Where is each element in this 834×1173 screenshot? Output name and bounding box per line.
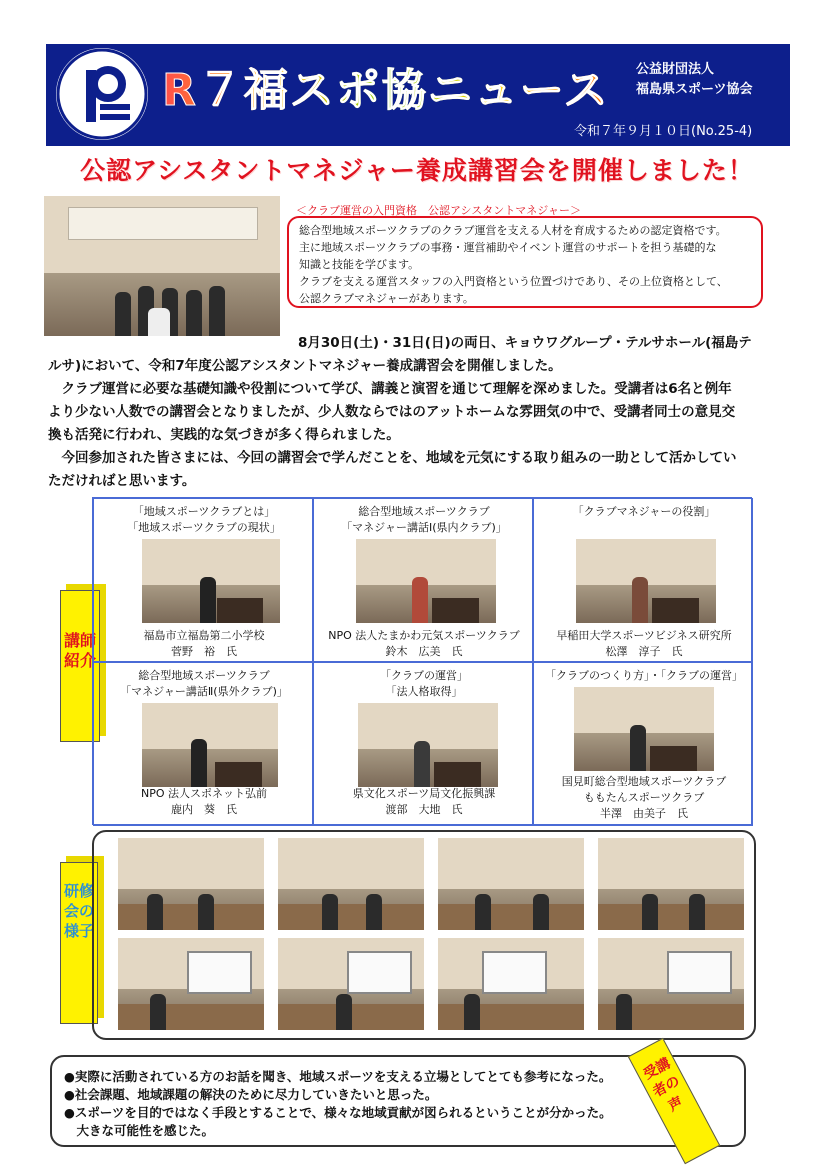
lecturer-name: 鈴木 広美 氏 [385, 645, 463, 658]
lecturer-cell [93, 662, 313, 826]
org-line-2: 福島県スポーツ協会 [636, 82, 753, 97]
lecturer-topic: 「マネジャー講話Ⅱ(県外クラブ)」 [120, 685, 288, 698]
lecturer-topic: 「法人格取得」 [385, 685, 463, 698]
lecturer-table [92, 497, 752, 825]
body-line: より少ない人数での講習会となりましたが、少人数ならではのアットホームな雰囲気の中で、受講者同士の意見交 [48, 404, 736, 420]
org-line-1: 公益財団法人 [636, 62, 715, 77]
lecturer-topic: 「マネジャー講話Ⅰ(県内クラブ)」 [341, 521, 507, 534]
lecturer-topic: 「クラブの運営」 [380, 669, 468, 682]
lecturer-org: 福島市立福島第二小学校 [143, 629, 265, 642]
qualification-line: 知識と技能を学びます。 [299, 258, 420, 271]
lecturer-photo [356, 539, 496, 623]
lecturer-cell [313, 662, 533, 826]
lecturers-label: 講師紹介 [63, 631, 96, 670]
lecturer-photo [358, 703, 498, 787]
association-logo-icon [56, 48, 148, 140]
lecturer-name: 渡部 大地 氏 [385, 803, 463, 816]
lecturer-photo [142, 703, 278, 787]
issue-date: 令和７年９月１０日(No.25-4) [574, 124, 753, 139]
voice-item: ●スポーツを目的ではなく手段とすることで、様々な地域貢献が図られるということが分かった。 [64, 1105, 612, 1120]
lecturer-org: NPO 法人スポネット弘前 [140, 787, 268, 800]
lecturer-name: 松澤 淳子 氏 [605, 645, 683, 658]
lecturer-topic: 「クラブマネジャーの役割」 [572, 505, 716, 518]
body-line: 換も活発に行われ、実践的な気づきが多く得られました。 [48, 427, 400, 443]
lecturer-org: 早稲田大学スポーツビジネス研究所 [556, 629, 732, 642]
qualification-line: クラブを支える運営スタッフの入門資格という位置づけであり、その上位資格として、 [299, 275, 728, 288]
qualification-line: 公認クラブマネジャーがあります。 [299, 292, 474, 305]
lecturer-photo [574, 687, 714, 771]
body-line: クラブ運営に必要な基礎知識や役割について学び、講義と演習を通じて理解を深めました。受講者は6名と例年 [48, 381, 732, 397]
qualification-line: 主に地域スポーツクラブの事務・運営補助やイベント運営のサポートを担う基礎的な [299, 241, 717, 254]
training-photo [598, 838, 744, 930]
training-photo [118, 838, 264, 930]
group-photo [44, 196, 280, 336]
voice-item: ●社会課題、地域課題の解決のために尽力していきたいと思った。 [64, 1087, 438, 1102]
body-line: ルサ)において、令和7年度公認アシスタントマネジャー養成講習会を開催しました。 [48, 358, 562, 374]
lecturer-cell [533, 498, 753, 662]
lecturer-topic: 「地域スポーツクラブの現状」 [127, 521, 281, 534]
lecturer-org: 県文化スポーツ局文化振興課 [352, 787, 496, 800]
lecturer-photo [142, 539, 280, 623]
lecturer-topic: 「地域スポーツクラブとは」 [132, 505, 276, 518]
qualification-box [287, 216, 763, 308]
lecturer-org: 国見町総合型地域スポーツクラブ [561, 775, 727, 788]
lecturer-name: 鹿内 葵 氏 [171, 803, 237, 816]
training-photo [278, 938, 424, 1030]
body-line: 今回参加された皆さまには、今回の講習会で学んだことを、地域を元気にする取り組みの一助として活かしてい [48, 450, 737, 466]
voice-item: 大きな可能性を感じた。 [64, 1123, 215, 1138]
qualification-line: 総合型地域スポーツクラブのクラブ運営を支える人材を育成するための認定資格です。 [299, 224, 727, 237]
lecturer-name: 半澤 由美子 氏 [600, 807, 688, 820]
lecturer-cell [533, 662, 753, 826]
voice-item: ●実際に活動されている方のお話を聞き、地域スポーツを支える立場としてとても参考になった。 [64, 1069, 612, 1084]
training-photo [438, 838, 584, 930]
training-photo [118, 938, 264, 1030]
training-label: 研修会の様子 [63, 882, 94, 940]
lecturer-cell [313, 498, 533, 662]
lecturer-org: NPO 法人たまかわ元気スポーツクラブ [328, 629, 520, 642]
lecturer-name: 菅野 裕 氏 [171, 645, 237, 658]
headline: 公認アシスタントマネジャー養成講習会を開催しました！ [80, 156, 754, 185]
newsletter-title: R７福スポ協ニュース [162, 54, 610, 118]
training-photo [278, 838, 424, 930]
body-line: ただければと思います。 [48, 473, 196, 489]
lecturer-topic: 総合型地域スポーツクラブ [138, 669, 270, 682]
lecturer-cell [93, 498, 313, 662]
body-line: 8月30日(土)・31日(日)の両日、キョウワグループ・テルサホール(福島テ [298, 335, 752, 351]
lecturer-topic: 「クラブのつくり方」・「クラブの運営」 [545, 669, 743, 682]
training-photo [598, 938, 744, 1030]
lecturer-org: ももたんスポーツクラブ [583, 791, 705, 804]
qualification-heading: ＜クラブ運営の入門資格 公認アシスタントマネジャー＞ [296, 204, 582, 217]
training-photo [438, 938, 584, 1030]
voices-label: 受講者の声 [640, 1055, 686, 1115]
lecturer-topic: 総合型地域スポーツクラブ [358, 505, 490, 518]
lecturer-photo [576, 539, 716, 623]
